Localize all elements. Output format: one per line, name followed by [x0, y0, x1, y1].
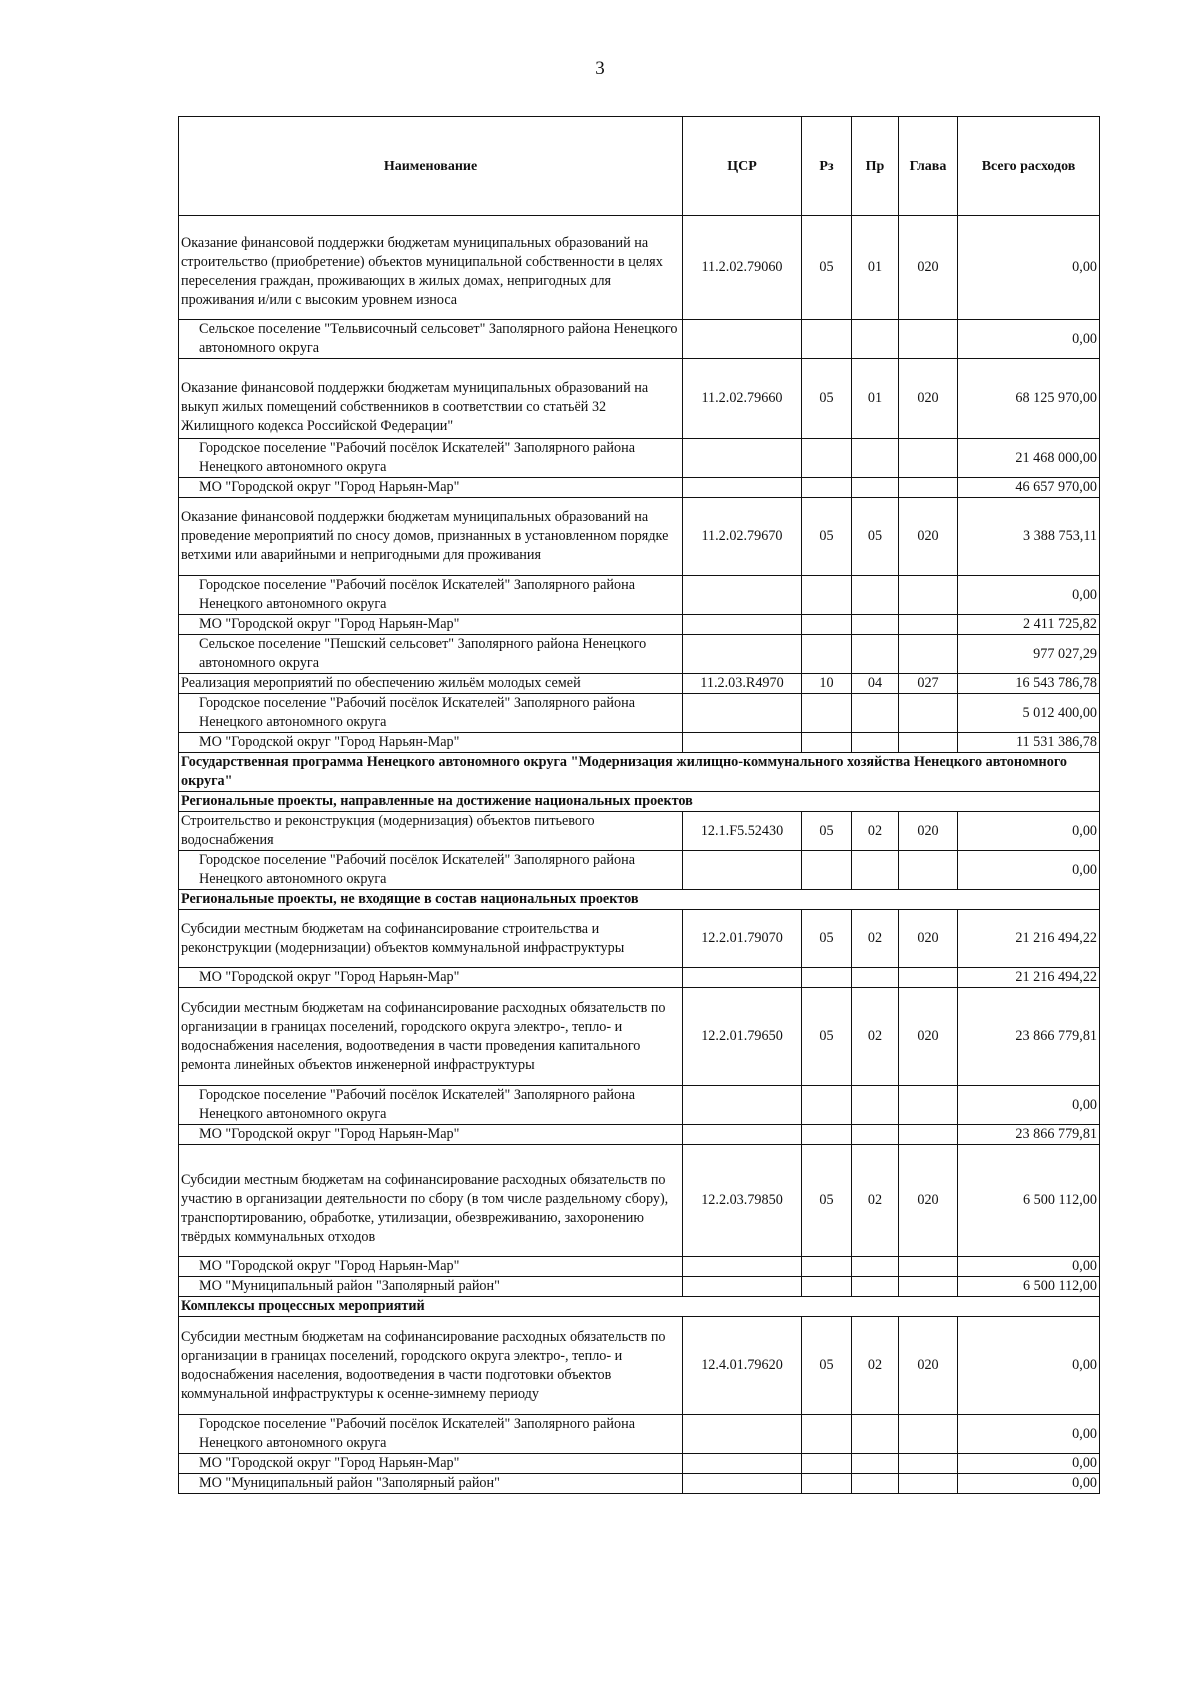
row-total: 0,00: [958, 812, 1100, 851]
row-name: Городское поселение "Рабочий посёлок Искателей" Заполярного района Ненецкого автономного округа: [179, 576, 683, 615]
row-total: 0,00: [958, 576, 1100, 615]
row-rz: 05: [802, 498, 852, 576]
row-total: 0,00: [958, 320, 1100, 359]
row-rz: 05: [802, 1317, 852, 1415]
row-total: 21 216 494,22: [958, 968, 1100, 988]
row-total: 0,00: [958, 1317, 1100, 1415]
table-row: [179, 478, 1100, 498]
row-total: 68 125 970,00: [958, 359, 1100, 439]
table-row: [179, 910, 1100, 968]
row-name: Городское поселение "Рабочий посёлок Искателей" Заполярного района Ненецкого автономного округа: [179, 439, 683, 478]
row-pr: 02: [852, 812, 899, 851]
table-header-row: [179, 117, 1100, 216]
row-name: Оказание финансовой поддержки бюджетам муниципальных образований на строительство (приобретение) объектов муниципальной собственности в целях переселения граждан, проживающих в жилых домах, непригодных для проживания и/или с высоким уровнем износа: [179, 216, 683, 320]
row-glava: 020: [899, 216, 958, 320]
section-row: [179, 1297, 1100, 1317]
row-pr: 04: [852, 674, 899, 694]
row-glava: 020: [899, 812, 958, 851]
row-name: Сельское поселение "Пешский сельсовет" Заполярного района Ненецкого автономного округа: [179, 635, 683, 674]
row-rz: 05: [802, 216, 852, 320]
row-rz: 10: [802, 674, 852, 694]
header-pr: Пр: [852, 117, 899, 216]
table-row: [179, 615, 1100, 635]
section-row: [179, 753, 1100, 792]
table-row: [179, 851, 1100, 890]
row-name: Городское поселение "Рабочий посёлок Искателей" Заполярного района Ненецкого автономного округа: [179, 694, 683, 733]
row-name: МО "Городской округ "Город Нарьян-Мар": [179, 478, 683, 498]
table-row: [179, 498, 1100, 576]
row-pr: 05: [852, 498, 899, 576]
row-glava: 020: [899, 359, 958, 439]
row-name: МО "Городской округ "Город Нарьян-Мар": [179, 1125, 683, 1145]
table-row: [179, 1474, 1100, 1494]
row-name: Сельское поселение "Тельвисочный сельсовет" Заполярного района Ненецкого автономного округа: [179, 320, 683, 359]
table-row: [179, 1125, 1100, 1145]
row-total: 977 027,29: [958, 635, 1100, 674]
row-name: МО "Городской округ "Город Нарьян-Мар": [179, 1257, 683, 1277]
page-number: 3: [595, 58, 605, 79]
row-csr: 11.2.03.R4970: [683, 674, 802, 694]
row-total: 0,00: [958, 1454, 1100, 1474]
row-total: 0,00: [958, 851, 1100, 890]
row-name: Оказание финансовой поддержки бюджетам муниципальных образований на проведение мероприятий по сносу домов, признанных в установленном порядке ветхими или аварийными и непригодными для проживания: [179, 498, 683, 576]
row-total: 0,00: [958, 1257, 1100, 1277]
row-total: 16 543 786,78: [958, 674, 1100, 694]
row-csr: 12.2.01.79650: [683, 988, 802, 1086]
table-row: [179, 1415, 1100, 1454]
row-total: 0,00: [958, 216, 1100, 320]
row-name: Городское поселение "Рабочий посёлок Искателей" Заполярного района Ненецкого автономного округа: [179, 1086, 683, 1125]
table-row: [179, 635, 1100, 674]
row-glava: 020: [899, 498, 958, 576]
row-total: 2 411 725,82: [958, 615, 1100, 635]
row-glava: 020: [899, 988, 958, 1086]
row-total: 23 866 779,81: [958, 988, 1100, 1086]
row-rz: 05: [802, 910, 852, 968]
table-row: [179, 320, 1100, 359]
header-total: Всего расходов: [958, 117, 1100, 216]
table-row: [179, 1257, 1100, 1277]
budget-table: [178, 116, 1100, 1494]
row-total: 6 500 112,00: [958, 1145, 1100, 1257]
table-row: [179, 439, 1100, 478]
row-csr: 11.2.02.79060: [683, 216, 802, 320]
row-csr: 12.4.01.79620: [683, 1317, 802, 1415]
row-total: 11 531 386,78: [958, 733, 1100, 753]
row-name: МО "Городской округ "Город Нарьян-Мар": [179, 733, 683, 753]
section-title: Региональные проекты, направленные на достижение национальных проектов: [179, 792, 1100, 812]
table-row: [179, 812, 1100, 851]
row-total: 21 216 494,22: [958, 910, 1100, 968]
row-total: 46 657 970,00: [958, 478, 1100, 498]
table-row: [179, 674, 1100, 694]
row-name: МО "Муниципальный район "Заполярный район": [179, 1277, 683, 1297]
table-row: [179, 216, 1100, 320]
row-total: 5 012 400,00: [958, 694, 1100, 733]
row-name: МО "Городской округ "Город Нарьян-Мар": [179, 968, 683, 988]
row-pr: 02: [852, 1317, 899, 1415]
row-glava: 020: [899, 1145, 958, 1257]
row-pr: 01: [852, 216, 899, 320]
section-row: [179, 890, 1100, 910]
header-rz: Рз: [802, 117, 852, 216]
row-csr: 12.2.03.79850: [683, 1145, 802, 1257]
row-name: Городское поселение "Рабочий посёлок Искателей" Заполярного района Ненецкого автономного округа: [179, 851, 683, 890]
header-csr: ЦСР: [683, 117, 802, 216]
table-row: [179, 733, 1100, 753]
row-glava: 027: [899, 674, 958, 694]
table-row: [179, 988, 1100, 1086]
row-glava: 020: [899, 910, 958, 968]
row-name: Строительство и реконструкция (модернизация) объектов питьевого водоснабжения: [179, 812, 683, 851]
row-total: 0,00: [958, 1474, 1100, 1494]
section-row: [179, 792, 1100, 812]
row-total: 3 388 753,11: [958, 498, 1100, 576]
table-row: [179, 1277, 1100, 1297]
row-glava: 020: [899, 1317, 958, 1415]
row-name: Субсидии местным бюджетам на софинансирование расходных обязательств по организации в границах поселений, городского округа электро-, тепло- и водоснабжения населения, водоотведения в части проведения капитального ремонта линейных объектов инженерной инфраструктуры: [179, 988, 683, 1086]
row-pr: 02: [852, 1145, 899, 1257]
table-row: [179, 1317, 1100, 1415]
row-pr: 01: [852, 359, 899, 439]
row-pr: 02: [852, 910, 899, 968]
table-row: [179, 968, 1100, 988]
table-row: [179, 694, 1100, 733]
row-csr: 11.2.02.79670: [683, 498, 802, 576]
table-row: [179, 1086, 1100, 1125]
table-row: [179, 1145, 1100, 1257]
row-name: МО "Муниципальный район "Заполярный район": [179, 1474, 683, 1494]
row-name: МО "Городской округ "Город Нарьян-Мар": [179, 615, 683, 635]
header-name: Наименование: [179, 117, 683, 216]
row-rz: 05: [802, 812, 852, 851]
table-row: [179, 359, 1100, 439]
section-title: Региональные проекты, не входящие в состав национальных проектов: [179, 890, 1100, 910]
table-row: [179, 1454, 1100, 1474]
row-rz: 05: [802, 359, 852, 439]
row-total: 0,00: [958, 1415, 1100, 1454]
row-name: Субсидии местным бюджетам на софинансирование расходных обязательств по организации в границах поселений, городского округа электро-, тепло- и водоснабжения населения, водоотведения в части подготовки объектов коммунальной инфраструктуры к осенне-зимнему периоду: [179, 1317, 683, 1415]
row-total: 23 866 779,81: [958, 1125, 1100, 1145]
row-name: Городское поселение "Рабочий посёлок Искателей" Заполярного района Ненецкого автономного округа: [179, 1415, 683, 1454]
program-title: Государственная программа Ненецкого автономного округа "Модернизация жилищно-коммунального хозяйства Ненецкого автономного округа": [179, 753, 1100, 792]
row-csr: 12.1.F5.52430: [683, 812, 802, 851]
row-name: Реализация мероприятий по обеспечению жильём молодых семей: [179, 674, 683, 694]
row-total: 6 500 112,00: [958, 1277, 1100, 1297]
row-rz: 05: [802, 1145, 852, 1257]
header-glava: Глава: [899, 117, 958, 216]
row-rz: 05: [802, 988, 852, 1086]
row-name: Субсидии местным бюджетам на софинансирование расходных обязательств по участию в организации деятельности по сбору (в том числе раздельному сбору), транспортированию, обработке, утилизации, обезвреживанию, захоронению твёрдых коммунальных отходов: [179, 1145, 683, 1257]
row-total: 21 468 000,00: [958, 439, 1100, 478]
section-title: Комплексы процессных мероприятий: [179, 1297, 1100, 1317]
row-name: Оказание финансовой поддержки бюджетам муниципальных образований на выкуп жилых помещений собственников в соответствии со статьёй 32 Жилищного кодекса Российской Федерации": [179, 359, 683, 439]
row-csr: 11.2.02.79660: [683, 359, 802, 439]
row-pr: 02: [852, 988, 899, 1086]
row-name: МО "Городской округ "Город Нарьян-Мар": [179, 1454, 683, 1474]
table-row: [179, 576, 1100, 615]
row-csr: 12.2.01.79070: [683, 910, 802, 968]
row-total: 0,00: [958, 1086, 1100, 1125]
row-name: Субсидии местным бюджетам на софинансирование строительства и реконструкции (модернизации) объектов коммунальной инфраструктуры: [179, 910, 683, 968]
